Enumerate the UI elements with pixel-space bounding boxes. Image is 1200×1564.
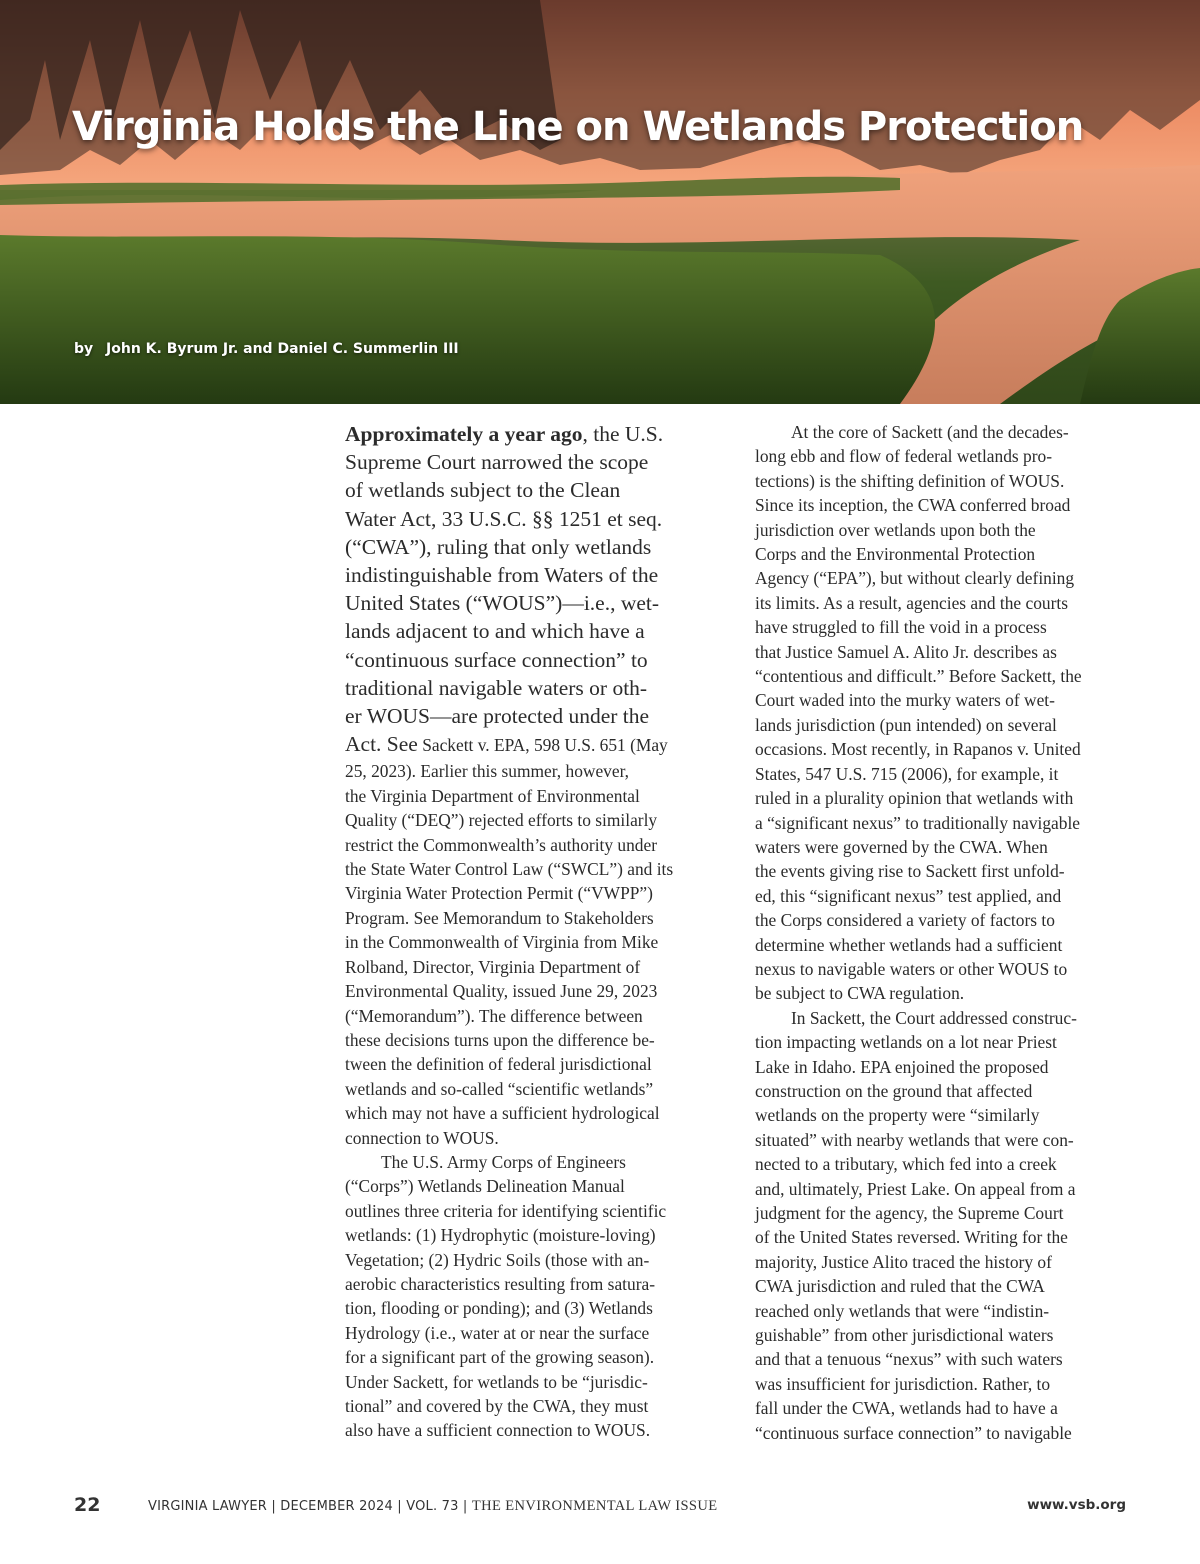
lead-line: (“CWA”), ruling that only wetlands xyxy=(345,534,652,559)
text-line: Rolband, Director, Virginia Department of xyxy=(345,956,641,977)
text-line: lands jurisdiction (pun intended) on several xyxy=(755,714,1057,735)
text-line: The U.S. Army Corps of Engineers xyxy=(381,1151,626,1172)
issue-name: THE ENVIRONMENTAL LAW ISSUE xyxy=(471,1498,718,1514)
text-line: (“Memorandum”). The difference between xyxy=(345,1005,643,1026)
text-line: a “significant nexus” to traditionally navigable xyxy=(755,812,1081,833)
text-line: In Sackett, the Court addressed construc- xyxy=(791,1007,1077,1028)
text-line: fall under the CWA, wetlands had to have a xyxy=(755,1398,1058,1419)
lead-line: Water Act, 33 U.S.C. §§ 1251 et seq. xyxy=(345,506,663,531)
text-line: ruled in a plurality opinion that wetlands with xyxy=(755,788,1074,809)
text-line: Hydrology (i.e., water at or near the surface xyxy=(345,1322,650,1343)
left-column xyxy=(345,420,717,1443)
text-line: for a significant part of the growing season). xyxy=(345,1347,655,1368)
text-line: Vegetation; (2) Hydric Soils (those with an- xyxy=(345,1249,650,1270)
text-line: guishable” from other jurisdictional waters xyxy=(755,1325,1054,1346)
article-title: Virginia Holds the Line on Wetlands Protection xyxy=(72,104,1084,150)
text-line: “contentious and difficult.” Before Sackett, the xyxy=(755,666,1082,687)
text-line: Lake in Idaho. EPA enjoined the proposed xyxy=(755,1056,1049,1077)
text-line: outlines three criteria for identifying scientific xyxy=(345,1200,667,1221)
text-line: (“Corps”) Wetlands Delineation Manual xyxy=(345,1176,625,1197)
text-line: Court waded into the murky waters of wet- xyxy=(755,690,1055,711)
lead-line: indistinguishable from Waters of the xyxy=(345,563,659,588)
text-line: Environmental Quality, issued June 29, 2023 xyxy=(345,981,658,1002)
lead-line: traditional navigable waters or oth- xyxy=(345,675,648,700)
page-footer xyxy=(0,1494,1200,1518)
publication-info: VIRGINIA LAWYER | DECEMBER 2024 | VOL. 73 | THE ENVIRONMENTAL LAW ISSUE xyxy=(148,1498,718,1514)
text-line: “continuous surface connection” to navigable xyxy=(755,1422,1072,1443)
byline-prefix: by xyxy=(74,341,94,357)
page-number: 22 xyxy=(74,1494,101,1516)
lead-line: Supreme Court narrowed the scope xyxy=(345,450,649,475)
lead-line: lands adjacent to and which have a xyxy=(345,619,645,644)
hero-photo xyxy=(0,0,1200,404)
text-line: and, ultimately, Priest Lake. On appeal from a xyxy=(755,1178,1076,1199)
lead-line: er WOUS—are protected under the xyxy=(345,704,650,729)
text-line: these decisions turns upon the difference be- xyxy=(345,1029,655,1050)
text-line: also have a sufficient connection to WOUS. xyxy=(345,1420,651,1441)
text-line: Virginia Water Protection Permit (“VWPP”) xyxy=(345,883,653,904)
text-line: occasions. Most recently, in Rapanos v. United xyxy=(755,739,1081,760)
text-line: restrict the Commonwealth’s authority under xyxy=(345,834,657,855)
text-line: that Justice Samuel A. Alito Jr. describes as xyxy=(755,641,1057,662)
text-line: Corps and the Environmental Protection xyxy=(755,544,1036,565)
text-line: aerobic characteristics resulting from satura- xyxy=(345,1273,655,1294)
text-line: connection to WOUS. xyxy=(345,1127,499,1148)
text-line: the State Water Control Law (“SWCL”) and its xyxy=(345,859,674,880)
text-line: jurisdiction over wetlands upon both the xyxy=(755,519,1036,540)
text-line: At the core of Sackett (and the decades- xyxy=(791,422,1069,442)
text-line: wetlands: (1) Hydrophytic (moisture-loving) xyxy=(345,1225,656,1246)
authors: John K. Byrum Jr. and Daniel C. Summerlin III xyxy=(106,341,459,357)
text-line: determine whether wetlands had a sufficient xyxy=(755,934,1063,955)
text-line: Quality (“DEQ”) rejected efforts to similarly xyxy=(345,810,658,831)
text-line: Under Sackett, for wetlands to be “jurisdic- xyxy=(345,1371,648,1392)
text-line: ed, this “significant nexus” test applied, and xyxy=(755,885,1062,906)
text-line: nected to a tributary, which fed into a creek xyxy=(755,1154,1057,1175)
text-line: majority, Justice Alito traced the history of xyxy=(755,1251,1052,1272)
text-line: Program. See Memorandum to Stakeholders xyxy=(345,907,654,928)
text-line: which may not have a sufficient hydrological xyxy=(345,1103,660,1124)
left-body-text xyxy=(345,759,717,1442)
text-line: its limits. As a result, agencies and the courts xyxy=(755,592,1068,613)
text-line: nexus to navigable waters or other WOUS to xyxy=(755,958,1068,979)
text-line: reached only wetlands that were “indistin- xyxy=(755,1300,1050,1321)
right-body-text xyxy=(755,420,1135,1445)
text-line: be subject to CWA regulation. xyxy=(755,983,965,1004)
text-line: the events giving rise to Sackett first unfold- xyxy=(755,861,1065,882)
text-line: States, 547 U.S. 715 (2006), for example, it xyxy=(755,763,1059,784)
text-line: construction on the ground that affected xyxy=(755,1080,1033,1101)
byline xyxy=(74,341,459,357)
text-line: long ebb and flow of federal wetlands pro- xyxy=(755,446,1052,467)
text-line: have struggled to fill the void in a process xyxy=(755,617,1047,638)
text-line: tion impacting wetlands on a lot near Priest xyxy=(755,1032,1057,1053)
text-line: tections) is the shifting definition of WOUS. xyxy=(755,470,1065,491)
text-line: the Virginia Department of Environmental xyxy=(345,785,640,806)
text-line: situated” with nearby wetlands that were con- xyxy=(755,1129,1074,1150)
text-line: 25, 2023). Earlier this summer, however, xyxy=(345,761,630,782)
text-line: tween the definition of federal jurisdictional xyxy=(345,1054,652,1075)
text-line: was insufficient for jurisdiction. Rather, to xyxy=(755,1373,1051,1394)
text-line: wetlands and so-called “scientific wetlands” xyxy=(345,1078,654,1099)
lead-line: United States (“WOUS”)—i.e., wet- xyxy=(345,591,660,616)
text-line: tion, flooding or ponding); and (3) Wetlands xyxy=(345,1298,653,1319)
text-line: Since its inception, the CWA conferred broad xyxy=(755,495,1071,516)
right-column xyxy=(755,420,1135,1445)
text-line: waters were governed by the CWA. When xyxy=(755,836,1048,857)
text-line: wetlands on the property were “similarly xyxy=(755,1105,1040,1126)
lead-line: Act. See Sackett v. EPA, 598 U.S. 651 (May xyxy=(345,732,668,757)
lead-line: of wetlands subject to the Clean xyxy=(345,478,621,503)
text-line: judgment for the agency, the Supreme Court xyxy=(755,1203,1064,1223)
text-line: the Corps considered a variety of factors to xyxy=(755,910,1055,931)
text-line: and that a tenuous “nexus” with such waters xyxy=(755,1349,1063,1370)
text-line: of the United States reversed. Writing for the xyxy=(755,1227,1068,1248)
lead-in: Approximately a year ago xyxy=(345,422,583,446)
text-line: Agency (“EPA”), but without clearly defining xyxy=(755,568,1075,589)
lead-line: “continuous surface connection” to xyxy=(345,647,648,672)
text-line: tional” and covered by the CWA, they must xyxy=(345,1396,649,1416)
website-link[interactable]: www.vsb.org xyxy=(1027,1497,1126,1513)
text-line: CWA jurisdiction and ruled that the CWA xyxy=(755,1276,1045,1297)
text-line: in the Commonwealth of Virginia from Mike xyxy=(345,932,659,953)
lead-line: Approximately a year ago, the U.S. xyxy=(345,422,664,446)
